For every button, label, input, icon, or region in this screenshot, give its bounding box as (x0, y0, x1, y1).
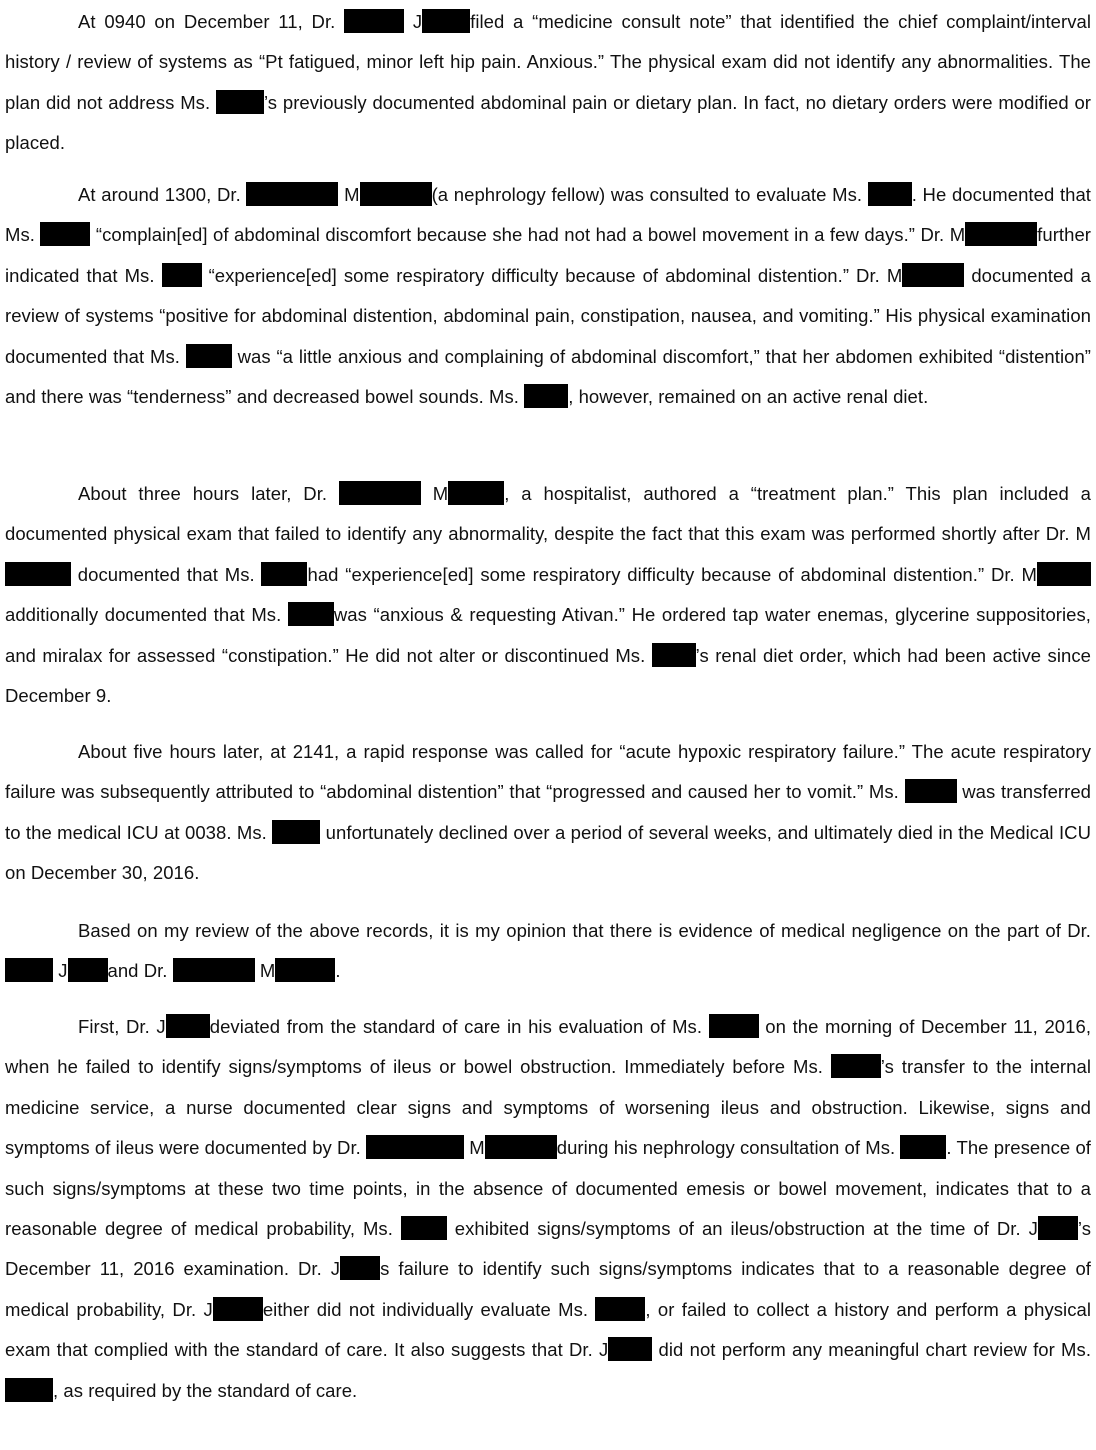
redaction-bar (900, 1135, 946, 1159)
paragraph-text: had “experience[ed] some respiratory difficulty because of abdominal distention.” Dr. M (307, 563, 1037, 585)
paragraph-consult-note (5, 2, 1091, 164)
paragraph-text: was “anxious & requesting Ativan.” He ordered tap water enemas, glycerine suppositories, and miralax for assessed “constipation.” He did not alter or discontinued Ms. (5, 604, 1091, 666)
paragraph-text: About five hours later, at 2141, a rapid response was called for “acute hypoxic respiratory failure.” The acute respiratory failure was subsequently attributed to “abdominal distention” that “progressed and caused her to vomit.” Ms. (5, 741, 1091, 803)
redaction-bar (173, 958, 255, 982)
paragraph-text: deviated from the standard of care in his evaluation of Ms. (209, 1016, 709, 1037)
paragraph-text: M (420, 483, 449, 504)
paragraph-text: was transferred to the medical ICU at 0038. Ms. (5, 781, 1092, 843)
redaction-bar (261, 562, 307, 586)
paragraph-text: ’s previously documented abdominal pain or dietary plan. In fact, no dietary orders were modified or placed. (5, 91, 1091, 154)
redaction-bar (162, 263, 202, 287)
paragraph-text: J (404, 11, 423, 32)
paragraph-rapid-response (5, 732, 1091, 894)
paragraph-text: At around 1300, Dr. (78, 184, 247, 205)
paragraph-text: , however, remained on an active renal diet. (568, 386, 929, 408)
redaction-bar (1037, 562, 1091, 586)
redaction-bar (5, 958, 53, 982)
redaction-bar (652, 643, 696, 667)
paragraph-text: and Dr. (107, 960, 173, 982)
paragraph-text: . The presence of such signs/symptoms at these two time points, in the absence of documented emesis or bowel movement, indicates that to a reasonable degree of medical probability, Ms. (5, 1137, 1091, 1240)
paragraph-text: s failure to identify such signs/symptoms indicates that to a reasonable degree of medical probability, Dr. J (5, 1258, 1091, 1320)
paragraph-text: . He documented that Ms. (5, 184, 1091, 246)
paragraph-text: M (338, 184, 360, 205)
redaction-bar (216, 90, 264, 114)
redaction-bar (40, 222, 90, 246)
paragraph-text: filed a “medicine consult note” that identified the chief complaint/interval history / review of systems as “Pt fatigued, minor left hip pain. Anxious.” The physical exam did not identify any abnormalities. The plan did not address Ms. (5, 11, 1091, 113)
redaction-bar (608, 1337, 652, 1361)
redaction-bar (902, 263, 964, 287)
redaction-bar (965, 222, 1037, 246)
paragraph-text: on the morning of December 11, 2016, when he failed to identify signs/symptoms of ileus or bowel obstruction. Immediately before Ms. (5, 1016, 1092, 1078)
redaction-bar (595, 1297, 645, 1321)
redaction-bar (344, 9, 404, 33)
paragraph-first-deviation (5, 1007, 1091, 1411)
redaction-bar (213, 1297, 263, 1321)
paragraph-text: , as required by the standard of care. (53, 1379, 358, 1401)
redaction-bar (524, 384, 568, 408)
paragraph-text: , a hospitalist, authored a “treatment plan.” This plan included a documented physical exam that failed to identify any abnormality, despite the fact that this exam was performed shortly after Dr. M (5, 483, 1092, 545)
redaction-bar (868, 182, 912, 206)
paragraph-text: , or failed to collect a history and perform a physical exam that complied with the standard of care. It also suggests that Dr. J (5, 1298, 1092, 1361)
paragraph-text: documented a review of systems “positive for abdominal distention, abdominal pain, constipation, nausea, and vomiting.” His physical examination documented that Ms. (5, 264, 1091, 367)
paragraph-text: About three hours later, Dr. (78, 483, 339, 504)
redaction-bar (831, 1054, 881, 1078)
paragraph-text: ’s December 11, 2016 examination. Dr. J (5, 1218, 1092, 1280)
redaction-bar (360, 182, 432, 206)
paragraph-text: did not perform any meaningful chart review for Ms. (652, 1339, 1092, 1361)
redaction-bar (186, 344, 232, 368)
redaction-bar (340, 1256, 380, 1280)
redaction-bar (272, 820, 320, 844)
redaction-bar (339, 481, 421, 505)
paragraph-text: M (464, 1137, 485, 1159)
redaction-bar (448, 481, 504, 505)
paragraph-text: ’s transfer to the internal medicine service, a nurse documented clear signs and symptoms of worsening ileus and obstruction. Likewise, signs and symptoms of ileus were documented by Dr. (5, 1056, 1091, 1159)
redaction-bar (246, 182, 338, 206)
paragraph-text: during his nephrology consultation of Ms. (556, 1137, 901, 1159)
redaction-bar (401, 1216, 447, 1240)
redaction-bar (5, 1378, 53, 1402)
paragraph-text: “experience[ed] some respiratory difficulty because of abdominal distention.” Dr. M (201, 264, 903, 286)
paragraph-text: (a nephrology fellow) was consulted to evaluate Ms. (431, 184, 868, 205)
redaction-bar (485, 1135, 557, 1159)
paragraph-text: . (335, 960, 341, 982)
paragraph-opinion (5, 911, 1091, 992)
redaction-bar (5, 562, 71, 586)
redaction-bar (709, 1014, 759, 1038)
redaction-bar (288, 602, 334, 626)
paragraph-text: M (254, 960, 276, 982)
redaction-bar (1038, 1216, 1078, 1240)
redaction-bar (275, 958, 335, 982)
paragraph-text: additionally documented that Ms. (5, 604, 288, 626)
paragraph-text: J (53, 960, 68, 982)
paragraph-text: ’s renal diet order, which had been active since December 9. (5, 644, 1091, 707)
redaction-bar (905, 779, 957, 803)
paragraph-text: further indicated that Ms. (5, 224, 1091, 286)
paragraph-text: exhibited signs/symptoms of an ileus/obstruction at the time of Dr. J (446, 1218, 1038, 1240)
redaction-bar (366, 1135, 464, 1159)
paragraph-text: First, Dr. J (78, 1016, 166, 1037)
paragraph-treatment-plan (5, 474, 1091, 716)
redaction-bar (422, 9, 470, 33)
paragraph-text: Based on my review of the above records, it is my opinion that there is evidence of medical negligence on the part of Dr. (78, 920, 1091, 941)
paragraph-text: At 0940 on December 11, Dr. (78, 11, 345, 32)
paragraph-text: was “a little anxious and complaining of abdominal discomfort,” that her abdomen exhibited “distention” and there was “tenderness” and decreased bowel sounds. Ms. (5, 345, 1091, 408)
redaction-bar (68, 958, 108, 982)
paragraph-text: documented that Ms. (71, 563, 262, 585)
paragraph-text: “complain[ed] of abdominal discomfort because she had not had a bowel movement in a few days.” Dr. M (90, 224, 966, 246)
paragraph-nephrology-consult (5, 175, 1091, 417)
redaction-bar (166, 1014, 210, 1038)
paragraph-text: unfortunately declined over a period of several weeks, and ultimately died in the Medical ICU on December 30, 2016. (5, 821, 1091, 884)
paragraph-text: either did not individually evaluate Ms. (262, 1298, 596, 1320)
